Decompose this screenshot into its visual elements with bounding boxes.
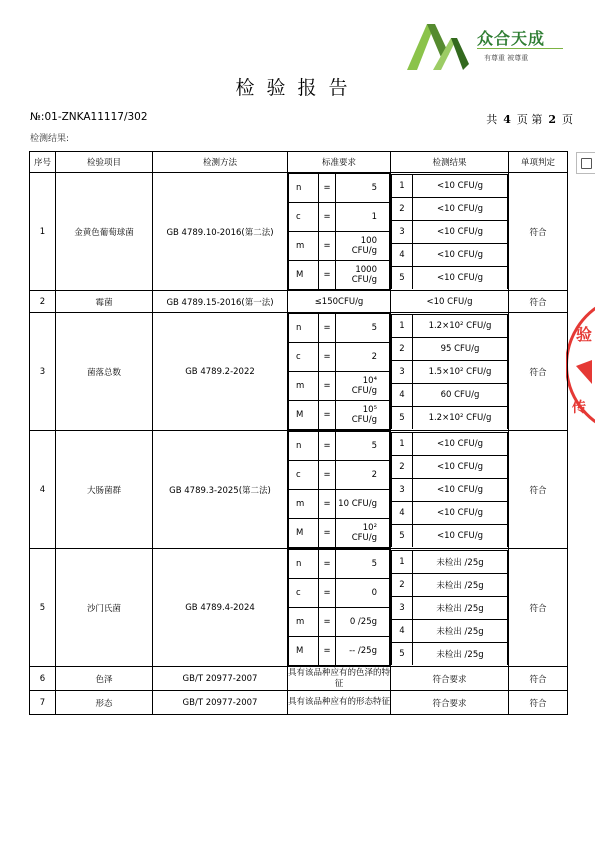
table-row (30, 667, 568, 691)
page-title: 检验报告 (235, 77, 360, 99)
row-method: GB 4789.3-2025(第二法) (153, 431, 288, 549)
col-header-item: 检验项目 (56, 152, 153, 173)
results-table (29, 151, 568, 715)
col-header-verdict: 单项判定 (509, 152, 568, 173)
row-verdict: 符合 (509, 431, 568, 549)
red-seal-stamp (566, 300, 595, 430)
row-results: 1 <10 CFU/g 2 <10 CFU/g 3 <10 CFU/g 4 <10 CFU/g 5 <10 CFU/g (391, 431, 509, 549)
row-verdict: 符合 (509, 549, 568, 667)
svg-text:验: 验 (576, 325, 593, 344)
row-standard: n = 5 c = 2 m = 10 CFU/g M = 10² CFU/g (288, 431, 391, 549)
row-standard: 具有该品种应有的形态特征 (288, 691, 391, 715)
row-item: 金黄色葡萄球菌 (56, 173, 153, 291)
col-header-standard: 标准要求 (288, 152, 391, 173)
page-info (486, 111, 573, 127)
row-result: 符合要求 (391, 667, 509, 691)
table-row (30, 291, 568, 313)
row-item: 霉菌 (56, 291, 153, 313)
row-standard: n = 5 c = 1 m = 100 CFU/g M = 1000 CFU/g (288, 173, 391, 291)
row-item: 形态 (56, 691, 153, 715)
result-label: 检测结果: (30, 134, 70, 144)
row-method: GB/T 20977-2007 (153, 667, 288, 691)
report-number: №:01-ZNKA11117/302 (30, 111, 148, 123)
col-header-no: 序号 (30, 152, 56, 173)
page-total-prefix: 共 (486, 113, 498, 126)
row-no: 4 (30, 431, 56, 549)
table-row (30, 431, 568, 549)
page-unit-1: 页 (516, 113, 528, 126)
row-item: 沙门氏菌 (56, 549, 153, 667)
row-item: 色泽 (56, 667, 153, 691)
row-method: GB 4789.2-2022 (153, 313, 288, 431)
row-method: GB 4789.15-2016(第一法) (153, 291, 288, 313)
scan-icon[interactable] (576, 152, 595, 174)
row-results: 1 未检出 /25g 2 未检出 /25g 3 未检出 /25g 4 未检出 /25g 5 未检出 /25g (391, 549, 509, 667)
company-slogan: 有尊重 被尊重 (484, 54, 529, 62)
row-results: 1 <10 CFU/g 2 <10 CFU/g 3 <10 CFU/g 4 <10 CFU/g 5 <10 CFU/g (391, 173, 509, 291)
row-no: 3 (30, 313, 56, 431)
row-result: <10 CFU/g (391, 291, 509, 313)
table-row (30, 313, 568, 431)
row-method: GB/T 20977-2007 (153, 691, 288, 715)
row-method: GB 4789.10-2016(第二法) (153, 173, 288, 291)
col-header-result: 检测结果 (391, 152, 509, 173)
row-results: 1 1.2×10² CFU/g 2 95 CFU/g 3 1.5×10² CFU/g 4 60 CFU/g 5 1.2×10² CFU/g (391, 313, 509, 431)
row-standard: ≤150CFU/g (288, 291, 391, 313)
table-header-row (30, 152, 568, 173)
row-no: 2 (30, 291, 56, 313)
page-total: 4 (503, 113, 511, 126)
row-no: 6 (30, 667, 56, 691)
row-verdict: 符合 (509, 667, 568, 691)
row-verdict: 符合 (509, 291, 568, 313)
row-verdict: 符合 (509, 313, 568, 431)
row-standard: n = 5 c = 0 m = 0 /25g M = -- /25g (288, 549, 391, 667)
row-item: 菌落总数 (56, 313, 153, 431)
table-row (30, 691, 568, 715)
page-current-prefix: 第 (531, 113, 543, 126)
row-result: 符合要求 (391, 691, 509, 715)
row-standard: n = 5 c = 2 m = 10⁴ CFU/g M = 10⁵ CFU/g (288, 313, 391, 431)
col-header-method: 检测方法 (153, 152, 288, 173)
svg-text:传: 传 (572, 400, 586, 416)
row-verdict: 符合 (509, 173, 568, 291)
logo-divider (477, 48, 563, 49)
company-name: 众合天成 (477, 29, 546, 48)
row-no: 7 (30, 691, 56, 715)
table-row (30, 549, 568, 667)
page-unit-2: 页 (562, 113, 573, 126)
row-verdict: 符合 (509, 691, 568, 715)
row-no: 5 (30, 549, 56, 667)
row-no: 1 (30, 173, 56, 291)
row-method: GB 4789.4-2024 (153, 549, 288, 667)
row-standard: 具有该品种应有的色泽的特征 (288, 667, 391, 689)
table-row (30, 173, 568, 291)
row-item: 大肠菌群 (56, 431, 153, 549)
page-current: 2 (548, 113, 556, 126)
